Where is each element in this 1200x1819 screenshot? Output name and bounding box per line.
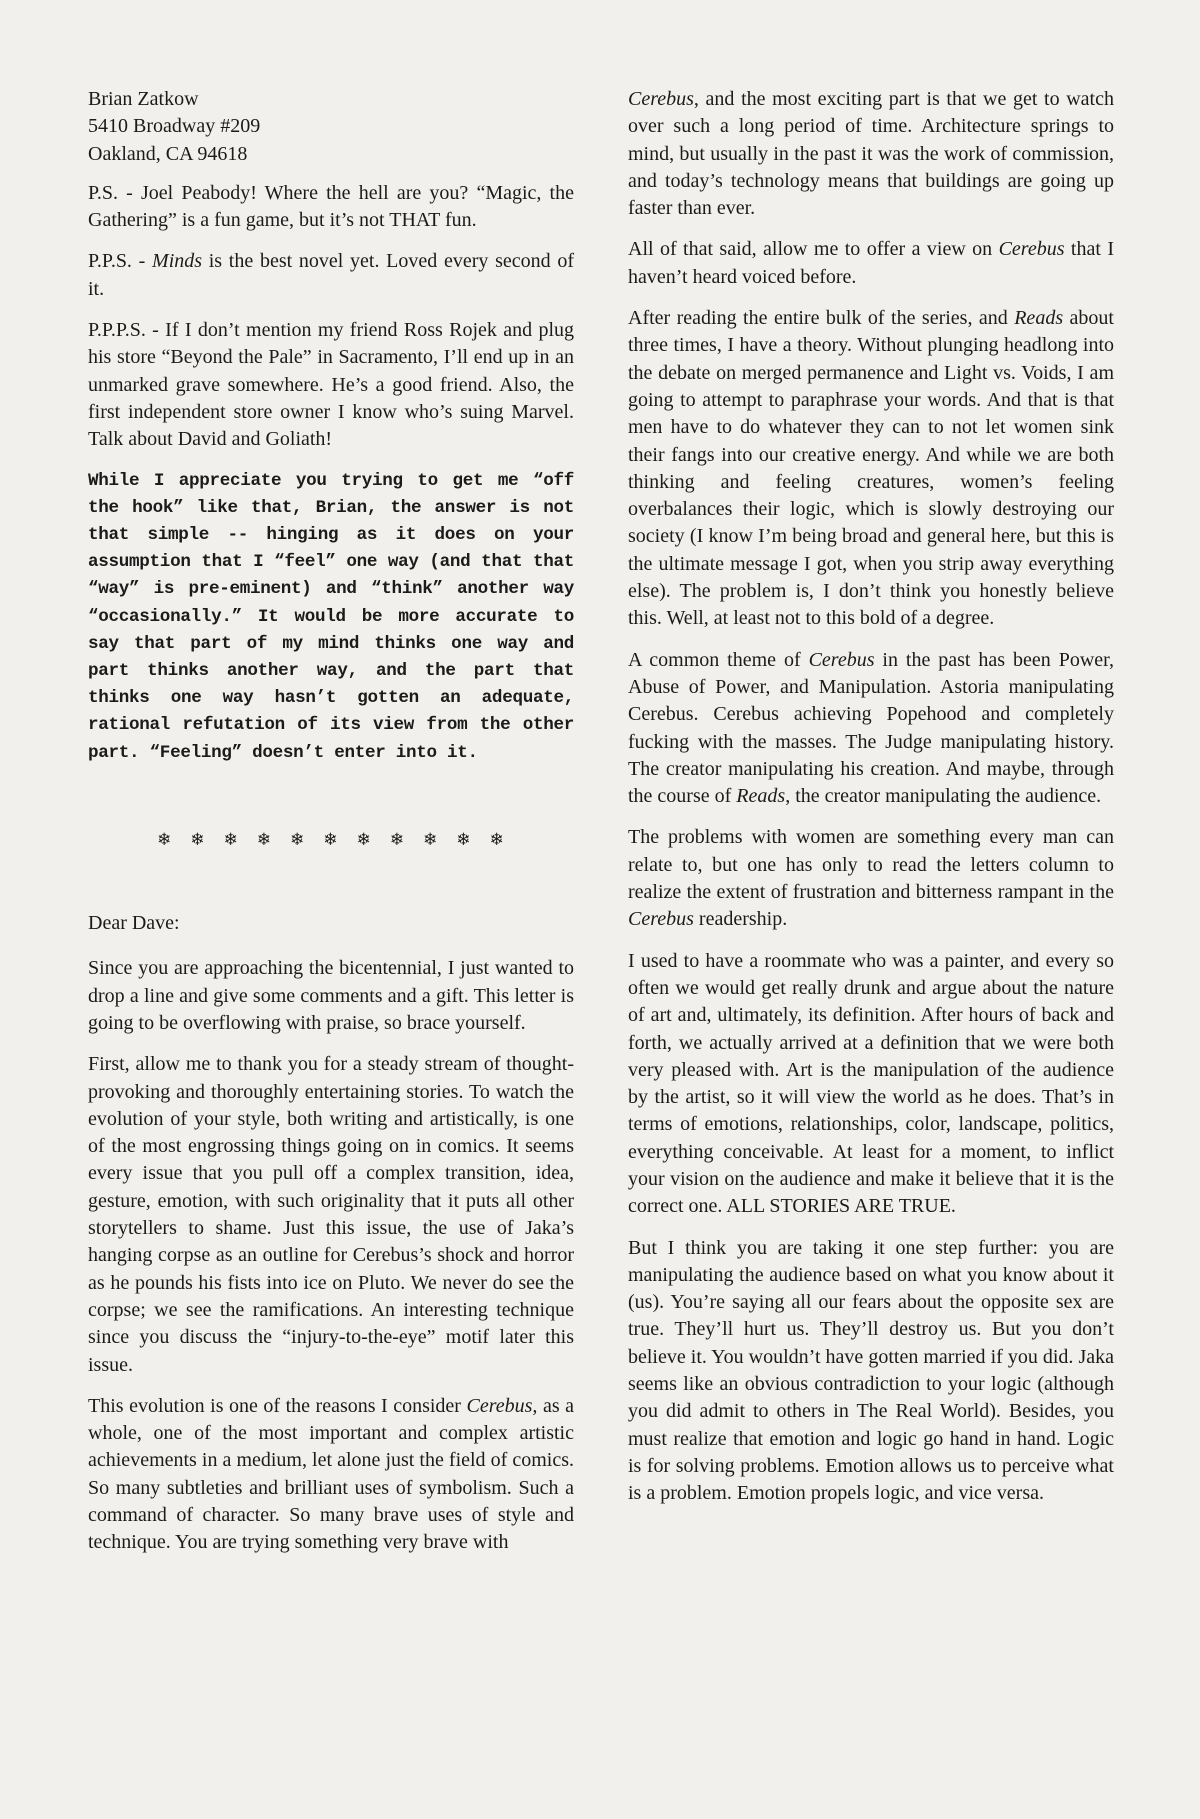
letter-paragraph: First, allow me to thank you for a steady stream of thought-provoking and thoroughly entertaining stories. To watch the evolution of your style, both writing and artistically, is one of the most engrossing things going on in comics. It seems every issue that you pull off a complex transition, idea, gesture, emotion, with such originality that it puts all other storytellers to shame. Just this issue, the use of Jaka’s hanging corpse as an outline for Cerebus’s shock and horror as he pounds his fists into ice on Pluto. We never do see the corpse; we see the ramifications. An interesting technique since you discuss the “injury-to-the-eye” motif later this issue. bbox=[88, 1053, 574, 1376]
editor-reply: While I appreciate you trying to get me “off the hook” like that, Brian, the answer is not that simple -- hinging as it does on your assumption that I “feel” one way (and that that “way” is pre-eminent) and “think” another way “occasionally.” It would be more accurate to say that part of my mind thinks one way and part thinks another way, and the part that thinks one way hasn’t gotten an adequate, rational refutation of its view from the other part. “Feeling” doesn’t enter into it. bbox=[88, 470, 574, 763]
series-title: Cerebus, bbox=[466, 1394, 538, 1417]
book-title: Reads bbox=[736, 785, 786, 808]
series-title: Cerebus bbox=[998, 238, 1065, 261]
postscript-ps: P.S. - Joel Peabody! Where the hell are you? “Magic, the Gathering” is a fun game, but it’s not THAT fun. bbox=[88, 181, 574, 232]
letter-paragraph: After reading the entire bulk of the series, and Reads about three times, I have a theory. Without plunging headlong into the debate on merged permanence and Light vs. Voids, I am going to attempt to paraphrase your words. And that is that men have to do whatever they can to not let women sink their fangs into our creative energy. And while we are both thinking and feeling creatures, women’s feeling overbalances their logic, which is slowly destroying our society (I know I’m being broad and general here, but this is the ultimate message I got, when you strip away everything else). The problem is, I don’t think you honestly believe this. Well, at least not to this bold of a degree. bbox=[628, 307, 1114, 630]
salutation: Dear Dave: bbox=[88, 912, 180, 935]
letter-paragraph: Cerebus, and the most exciting part is that we get to watch over such a long period of time. Architecture springs to mind, but usually in the past it was the work of commission, and today’s technology means that buildings are going up faster than ever. bbox=[628, 88, 1114, 220]
letter-paragraph: I used to have a roommate who was a painter, and every so often we would get really drunk and argue about the nature of art and, ultimately, its definition. After hours of back and forth, we actually arrived at a definition that we were both very pleased with. Art is the manipulation of the audience by the artist, so it will view the world as he does. That’s in terms of emotions, relationships, color, landscape, politics, everything conceivable. At least for a moment, to inflict your vision on the audience and make it believe that it is the correct one. ALL STORIES ARE TRUE. bbox=[628, 949, 1114, 1218]
left-column bbox=[88, 86, 574, 1571]
book-title: Minds bbox=[152, 250, 203, 273]
series-title: Cerebus bbox=[808, 648, 875, 671]
series-title: Cerebus bbox=[628, 908, 694, 931]
book-title: Reads bbox=[1014, 307, 1064, 330]
return-address bbox=[88, 86, 574, 168]
letter-paragraph: The problems with women are something every man can relate to, but one has only to read the letters column to realize the extent of frustration and bitterness rampant in the Cerebus readership. bbox=[628, 826, 1114, 931]
letter-paragraph: But I think you are taking it one step further: you are manipulating the audience based on what you know about it (us). You’re saying all our fears about the opposite sex are true. They’ll hurt us. They’ll destroy us. But you don’t believe it. You wouldn’t have gotten married if you did. Jaka seems like an obvious contradiction to your logic (although you did admit to others in The Real World). Besides, you must realize that emotion and logic go hand in hand. Logic is for solving problems. Emotion allows us to perceive what is a problem. Emotion propels logic, and vice versa. bbox=[628, 1236, 1114, 1505]
letter-paragraph: A common theme of Cerebus in the past has been Power, Abuse of Power, and Manipulation. Astoria manipulating Cerebus. Cerebus achieving Popehood and completely fucking with the masses. The Judge manipulating history. The creator manipulating his creation. And maybe, through the course of Reads, the creator manipulating the audience. bbox=[628, 648, 1114, 808]
postscript-ppps: P.P.P.S. - If I don’t mention my friend Ross Rojek and plug his store “Beyond the Pale” in Sacramento, I’ll end up in an unmarked grave somewhere. He’s a good friend. Also, the first independent store owner I know who’s suing Marvel. Talk about David and Goliath! bbox=[88, 319, 574, 451]
letter-paragraph: All of that said, allow me to offer a view on Cerebus that I haven’t heard voiced before. bbox=[628, 238, 1114, 288]
letter-paragraph: Since you are approaching the bicentennial, I just wanted to drop a line and give some comments and a gift. This letter is going to be overflowing with praise, so brace yourself. bbox=[88, 957, 574, 1034]
postscript-pps: P.P.S. - Minds is the best novel yet. Loved every second of it. bbox=[88, 250, 574, 300]
address-city: Oakland, CA 94618 bbox=[88, 142, 248, 165]
letter-paragraph: This evolution is one of the reasons I consider Cerebus, as a whole, one of the most important and complex artistic achievements in a medium, let alone just the field of comics. So many subtleties and brilliant uses of symbolism. Such a command of character. So many brave uses of style and technique. You are trying something very brave with bbox=[88, 1394, 574, 1554]
address-name: Brian Zatkow bbox=[88, 88, 199, 110]
address-street: 5410 Broadway #209 bbox=[88, 115, 261, 138]
section-divider: ❄❄❄❄❄❄❄❄❄❄❄ bbox=[157, 829, 523, 850]
right-column bbox=[628, 86, 1114, 1522]
series-title: Cerebus bbox=[628, 88, 694, 110]
